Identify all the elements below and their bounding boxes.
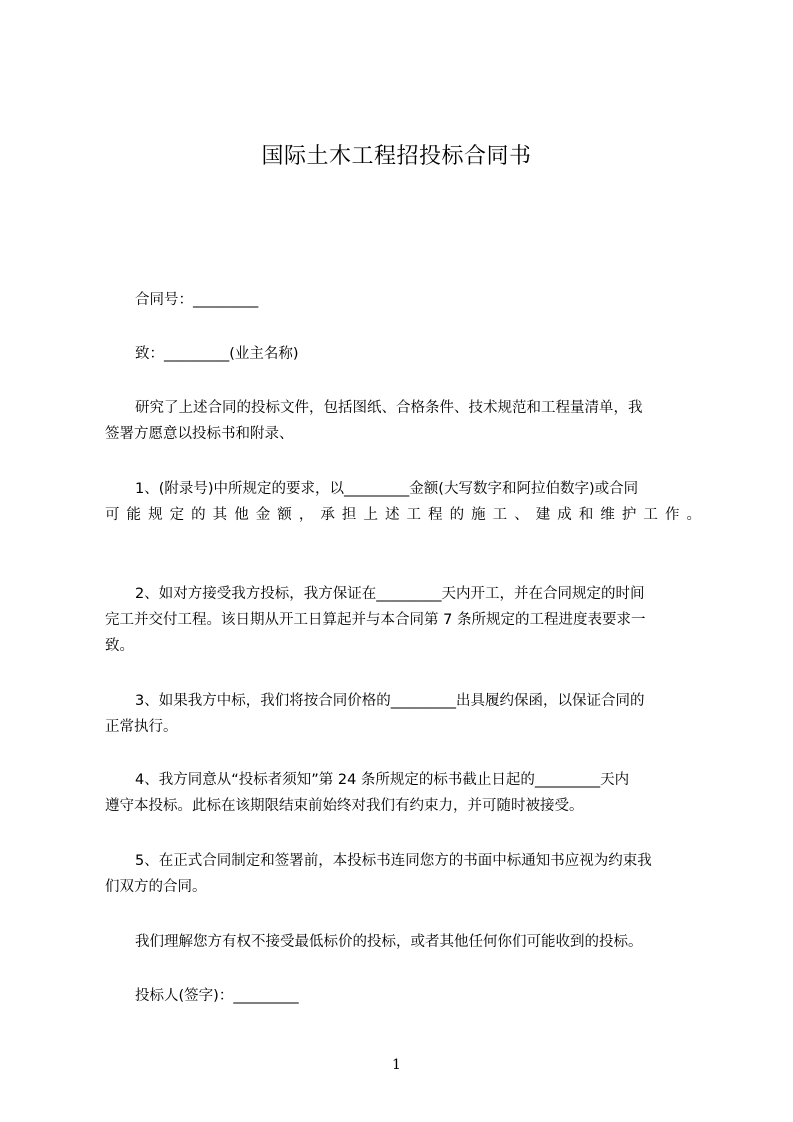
clause-1 bbox=[105, 476, 701, 528]
intro-paragraph bbox=[105, 395, 701, 447]
document-title: 国际土木工程招投标合同书 bbox=[261, 144, 532, 169]
clause-3-line-2: 正常执行。 bbox=[105, 719, 178, 735]
clause-4-line-1: 4、我方同意从“投标者须知”第 24 条所规定的标书截止日起的_________天内 bbox=[135, 772, 630, 788]
contract-number: 合同号：_________ bbox=[135, 292, 259, 308]
clause-4 bbox=[105, 767, 701, 819]
clause-2-line-1: 2、如对方接受我方投标，我方保证在_________天内开工，并在合同规定的时间 bbox=[135, 586, 645, 602]
intro-line-1: 研究了上述合同的投标文件，包括图纸、合格条件、技术规范和工程量清单，我 bbox=[135, 400, 643, 416]
clause-5-line-1: 5、在正式合同制定和签署前，本投标书连同您方的书面中标通知书应视为约束我 bbox=[135, 853, 652, 869]
clause-1-line-2: 可能规定的其他金额，承担上述工程的施工、建成和维护工作。 bbox=[105, 507, 701, 523]
clause-2 bbox=[105, 581, 701, 659]
bidder-signature: 投标人(签字)：_________ bbox=[135, 988, 299, 1004]
clause-2-line-2: 完工并交付工程。该日期从开工日算起并与本合同第 7 条所规定的工程进度表要求一 bbox=[105, 612, 646, 628]
page-number: 1 bbox=[392, 1057, 401, 1073]
understanding-statement: 我们理解您方有权不接受最低标价的投标，或者其他任何你们可能收到的投标。 bbox=[135, 934, 643, 950]
clause-2-line-3: 致。 bbox=[105, 638, 134, 654]
intro-line-2: 签署方愿意以投标书和附录、 bbox=[105, 426, 294, 442]
clause-5 bbox=[105, 848, 701, 900]
clause-1-line-1: 1、(附录号)中所规定的要求，以_________金额(大写数字和阿拉伯数字)或合同 bbox=[135, 481, 639, 497]
addressee: 致：_________(业主名称) bbox=[135, 346, 299, 362]
clause-4-line-2: 遵守本投标。此标在该期限结束前始终对我们有约束力，并可随时被接受。 bbox=[105, 798, 584, 814]
clause-3-line-1: 3、如果我方中标，我们将按合同价格的_________出具履约保函，以保证合同的 bbox=[135, 693, 645, 709]
clause-5-line-2: 们双方的合同。 bbox=[105, 879, 207, 895]
clause-3 bbox=[105, 688, 701, 740]
